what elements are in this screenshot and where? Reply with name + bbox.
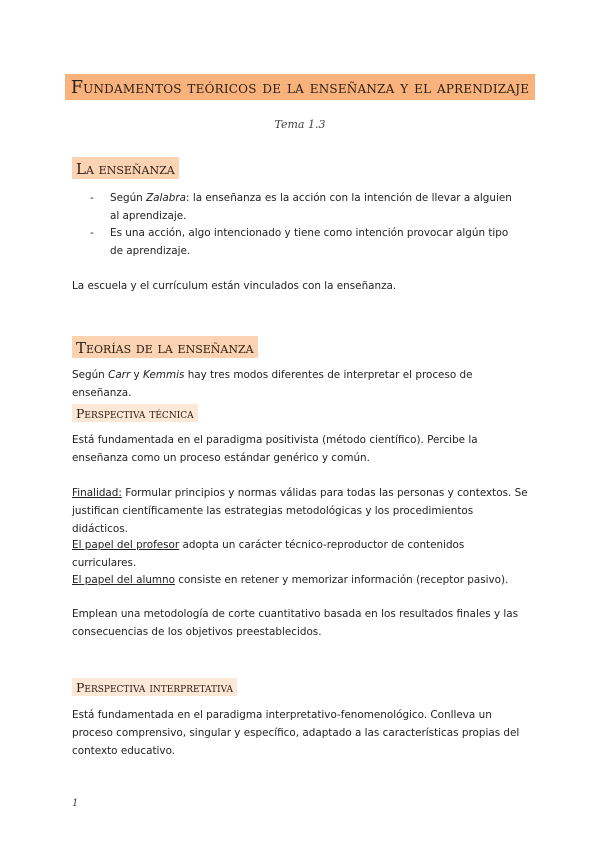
bullet-dash: - [90, 192, 94, 204]
document-title-wrap [0, 74, 600, 100]
alumno-paragraph [72, 571, 528, 589]
tecnica-paragraph: Está fundamentada en el paradigma positivista (método científico). Percibe la enseñanza como un proceso estándar genérico y común. [72, 434, 478, 464]
bullet-dash: - [90, 227, 94, 239]
intro-author-carr: Carr [108, 369, 131, 381]
list-item [90, 225, 520, 260]
finalidad-text: Formular principios y normas válidas para todas las personas y contextos. Se justifican científicamente las estrategias metodológicas y los procedimientos didácticos. [72, 487, 528, 535]
ensenanza-bullet-list [90, 190, 520, 260]
heading-la-ensenanza: La enseñanza [72, 157, 179, 179]
teorias-intro [72, 366, 528, 402]
intro-pre: Según [72, 369, 109, 381]
finalidad-paragraph [72, 484, 528, 538]
bullet-author: Zalabra [146, 192, 187, 204]
profesor-paragraph [72, 536, 528, 572]
bullet-text: Es una acción, algo intencionado y tiene como intención provocar algún tipo de aprendizaje. [110, 227, 509, 257]
alumno-label: El papel del alumno [72, 574, 175, 586]
finalidad-label: Finalidad: [72, 487, 122, 499]
heading-teorias: Teorías de la enseñanza [72, 336, 258, 358]
intro-author-kemmis: Kemmis [143, 369, 185, 381]
bullet-text-pre: Según [110, 192, 147, 204]
page-number: 1 [72, 798, 79, 809]
document-subtitle: Tema 1.3 [274, 118, 326, 131]
profesor-text: adopta un carácter técnico-reproductor de contenidos curriculares. [72, 539, 465, 569]
interpretativa-paragraph: Está fundamentada en el paradigma interpretativo-fenomenológico. Conlleva un proceso comprensivo, singular y específico, adaptado a las características propias del contexto educativo. [72, 709, 520, 757]
heading-perspectiva-tecnica: Perspectiva técnica [72, 404, 198, 422]
document-title: Fundamentos teóricos de la enseñanza y el aprendizaje [65, 74, 535, 100]
metodologia-paragraph: Emplean una metodología de corte cuantitativo basada en los resultados finales y las consecuencias de los objetivos preestablecidos. [72, 608, 519, 638]
list-item [90, 190, 520, 225]
heading-perspectiva-interpretativa: Perspectiva interpretativa [72, 678, 237, 696]
bullet-text-post: : la enseñanza es la acción con la intención de llevar a alguien al aprendizaje. [110, 192, 512, 222]
intro-mid: y [130, 369, 143, 381]
ensenanza-paragraph: La escuela y el currículum están vinculados con la enseñanza. [72, 280, 397, 292]
intro-post: hay tres modos diferentes de interpretar el proceso de enseñanza. [72, 369, 473, 399]
alumno-text: consiste en retener y memorizar información (receptor pasivo). [174, 574, 509, 586]
profesor-label: El papel del profesor [72, 539, 180, 551]
